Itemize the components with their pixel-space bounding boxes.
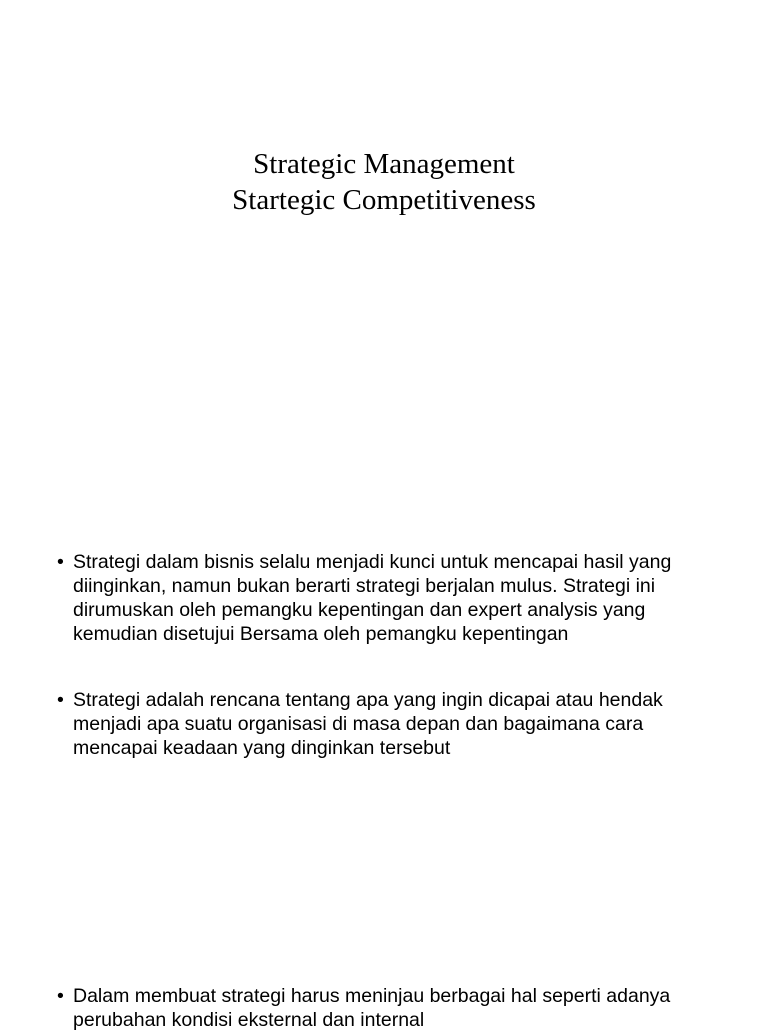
bullet-text: Dalam membuat strategi harus meninjau berbagai hal seperti adanya perubahan kondisi eksternal dan internal <box>73 985 671 1031</box>
bullet-marker: • <box>57 551 64 573</box>
title-line-2: Startegic Competitiveness <box>232 184 536 216</box>
bullet-item <box>57 550 717 646</box>
bullet-text: Strategi adalah rencana tentang apa yang ingin dicapai atau hendak menjadi apa suatu organisasi di masa depan dan bagaimana cara mencapai keadaan yang dinginkan tersebut <box>73 689 663 759</box>
bullet-text: Strategi dalam bisnis selalu menjadi kunci untuk mencapai hasil yang diinginkan, namun bukan berarti strategi berjalan mulus. Strategi ini dirumuskan oleh pemangku kepentingan dan expert analysis yang kemudian disetujui Bersama oleh pemangku kepentingan <box>73 551 672 645</box>
title-line-1: Strategic Management <box>253 148 515 180</box>
bullet-marker: • <box>57 689 64 711</box>
bullet-item <box>57 688 717 760</box>
bullet-marker: • <box>57 985 64 1007</box>
slide-title <box>0 146 768 218</box>
bullet-item <box>57 984 717 1032</box>
